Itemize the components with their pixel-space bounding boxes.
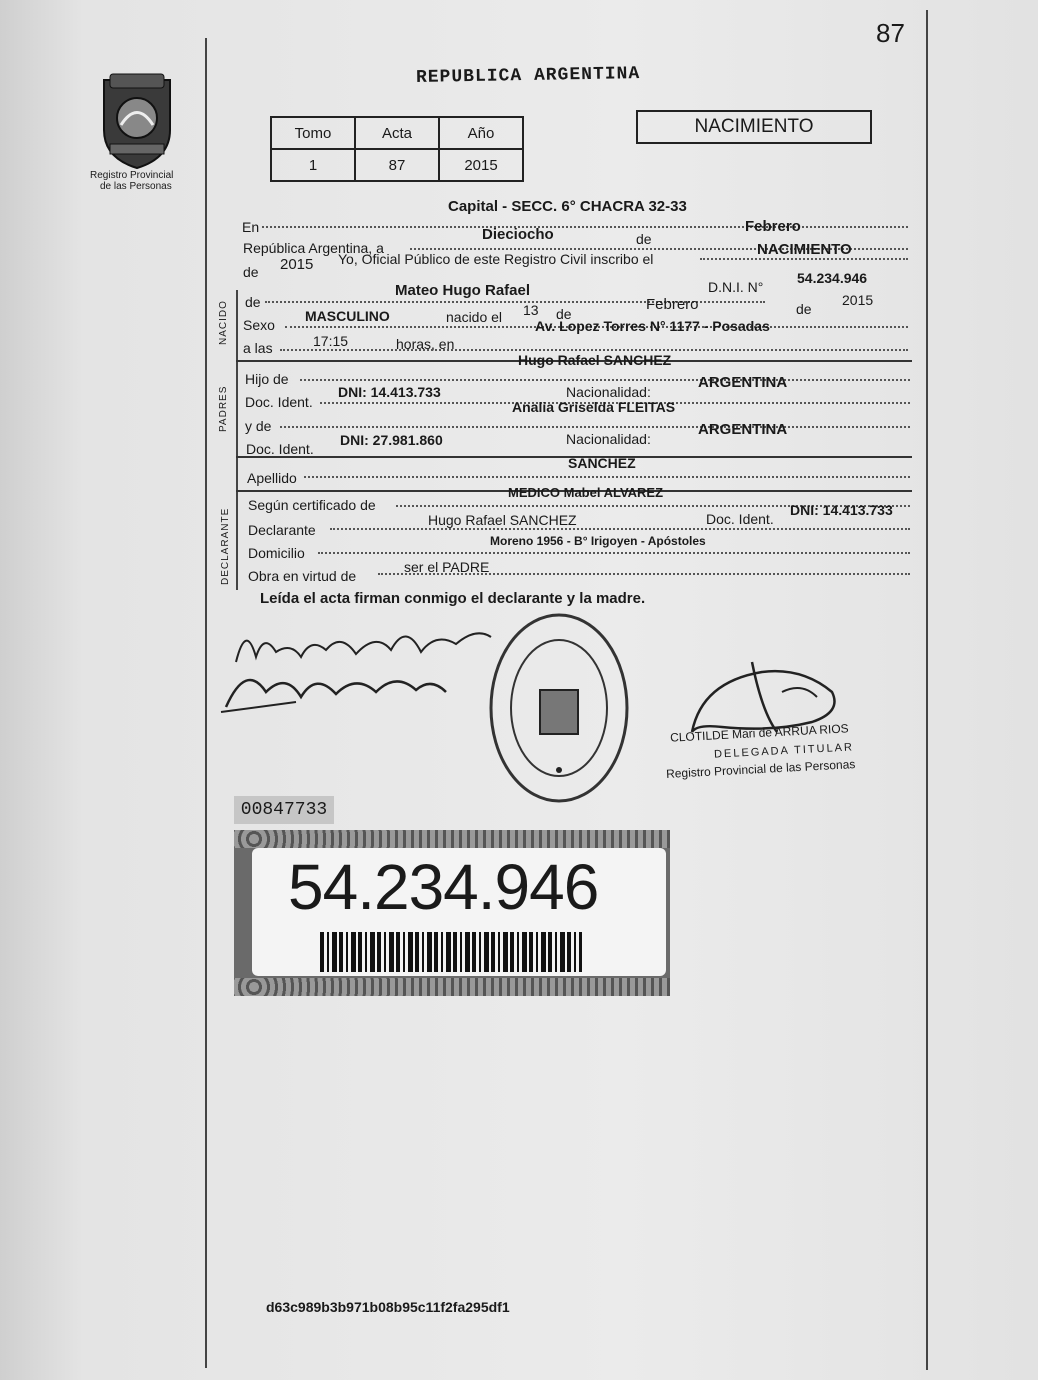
domicilio-label: Domicilio <box>248 545 305 561</box>
declarante-doc: DNI: 14.413.733 <box>790 502 893 518</box>
birth-month: Febrero <box>646 296 699 313</box>
header-tomo: Tomo <box>271 117 355 149</box>
sticker-pattern-bottom <box>234 978 670 996</box>
domicilio-value: Moreno 1956 - B° Irigoyen - Apóstoles <box>490 534 706 548</box>
record-table <box>270 116 524 182</box>
document-hash: d63c989b3b971b08b95c11f2fa295df1 <box>266 1299 510 1315</box>
sexo-value: MASCULINO <box>305 308 390 324</box>
padres-side-label: PADRES <box>218 385 229 432</box>
page-number: 87 <box>876 18 905 48</box>
declarante-label: Declarante <box>248 522 316 538</box>
en-dots <box>262 226 908 228</box>
mother-nac-label: Nacionalidad: <box>566 431 651 447</box>
serial-stamp: 00847733 <box>234 796 334 824</box>
domicilio-dots <box>318 552 910 554</box>
value-acta: 87 <box>355 149 439 181</box>
signature-declarante <box>216 602 516 717</box>
y-de-label: y de <box>245 418 272 434</box>
inscribo-dots <box>700 258 908 260</box>
sexo-label: Sexo <box>243 317 275 333</box>
official-name: CLOTILDE Mari de ARRUA RIOS <box>669 721 849 745</box>
de-label-2: de <box>556 306 572 322</box>
horas-en-label: horas, en <box>396 336 455 352</box>
nacido-el-label: nacido el <box>446 309 503 325</box>
declarante-side-label: DECLARANTE <box>220 507 231 585</box>
republica-label: República Argentina, a <box>243 240 384 256</box>
sticker-white-panel <box>252 848 666 976</box>
right-margin-line <box>926 10 928 1370</box>
mother-doc: DNI: 27.981.860 <box>340 432 443 448</box>
emblem-caption-1: Registro Provincial <box>90 170 174 181</box>
dni-sticker <box>234 830 670 996</box>
declarante-name: Hugo Rafael SANCHEZ <box>428 512 577 528</box>
father-name: Hugo Rafael SANCHEZ <box>518 352 672 368</box>
father-nationality: ARGENTINA <box>698 374 788 391</box>
mother-name: Analia Griselda FLEITAS <box>512 399 676 415</box>
apellido-label: Apellido <box>247 470 297 486</box>
day-value: Dieciocho <box>482 226 554 243</box>
child-dni: 54.234.946 <box>797 270 868 286</box>
de-label-3: de <box>796 301 812 317</box>
de-label: de <box>636 231 652 247</box>
place-dots <box>280 349 908 351</box>
hijo-de-label: Hijo de <box>245 371 289 387</box>
dni-label: D.N.I. N° <box>708 279 764 295</box>
birth-day: 13 <box>523 302 539 318</box>
sticker-pattern-top <box>234 830 670 848</box>
month-value: Febrero <box>745 218 801 235</box>
official-seal <box>486 610 632 806</box>
inscribo-value: NACIMIENTO <box>757 241 852 258</box>
de2-label: de <box>243 264 259 280</box>
mother-dots <box>280 426 910 428</box>
obra-label: Obra en virtud de <box>248 568 357 584</box>
father-nac-label: Nacionalidad: <box>566 384 651 400</box>
father-doc-label: Doc. Ident. <box>245 394 313 410</box>
birth-year: 2015 <box>842 292 874 308</box>
mother-nationality: ARGENTINA <box>698 421 788 438</box>
obra-value: ser el PADRE <box>404 559 490 575</box>
segun-value: MEDICO Mabel ALVAREZ <box>508 485 664 500</box>
left-margin-line <box>205 38 207 1368</box>
leida-text: Leída el acta firman conmigo el declarante y la madre. <box>260 590 646 607</box>
oficial-text: Yo, Oficial Público de este Registro Civil inscribo el <box>338 251 654 267</box>
official-title: DELEGADA TITULAR <box>713 741 855 761</box>
value-anio: 2015 <box>439 149 523 181</box>
header-acta: Acta <box>355 117 439 149</box>
sticker-dni-number: 54.234.946 <box>288 851 599 923</box>
apellido-dots <box>304 476 910 478</box>
obra-dots <box>378 573 910 575</box>
en-label: En <box>242 219 260 235</box>
value-tomo: 1 <box>271 149 355 181</box>
year-value: 2015 <box>280 256 314 273</box>
document-title: REPUBLICA ARGENTINA <box>415 64 641 88</box>
sticker-barcode <box>320 932 582 972</box>
declarante-doc-label: Doc. Ident. <box>706 511 774 527</box>
mother-doc-label: Doc. Ident. <box>246 441 314 457</box>
nacido-de-label: de <box>245 294 261 310</box>
declarante-dots <box>330 528 910 530</box>
father-doc: DNI: 14.413.733 <box>338 384 441 400</box>
form-left-line <box>236 290 238 590</box>
en-value: Capital - SECC. 6° CHACRA 32-33 <box>448 198 687 215</box>
apellido-value: SANCHEZ <box>568 455 636 471</box>
record-type-box: NACIMIENTO <box>636 110 872 144</box>
segun-label: Según certificado de <box>248 497 376 513</box>
child-name: Mateo Hugo Rafael <box>395 282 531 299</box>
province-emblem <box>96 70 178 170</box>
birth-place: Av. Lopez Torres N° 1177 - Posadas <box>535 318 770 334</box>
official-office: Registro Provincial de las Personas <box>665 757 856 781</box>
nacido-side-label: NACIDO <box>218 300 229 345</box>
father-dots <box>300 379 910 381</box>
emblem-caption-2: de las Personas <box>100 181 172 192</box>
a-las-label: a las <box>243 340 273 356</box>
header-anio: Año <box>439 117 523 149</box>
birth-hour: 17:15 <box>313 333 349 349</box>
